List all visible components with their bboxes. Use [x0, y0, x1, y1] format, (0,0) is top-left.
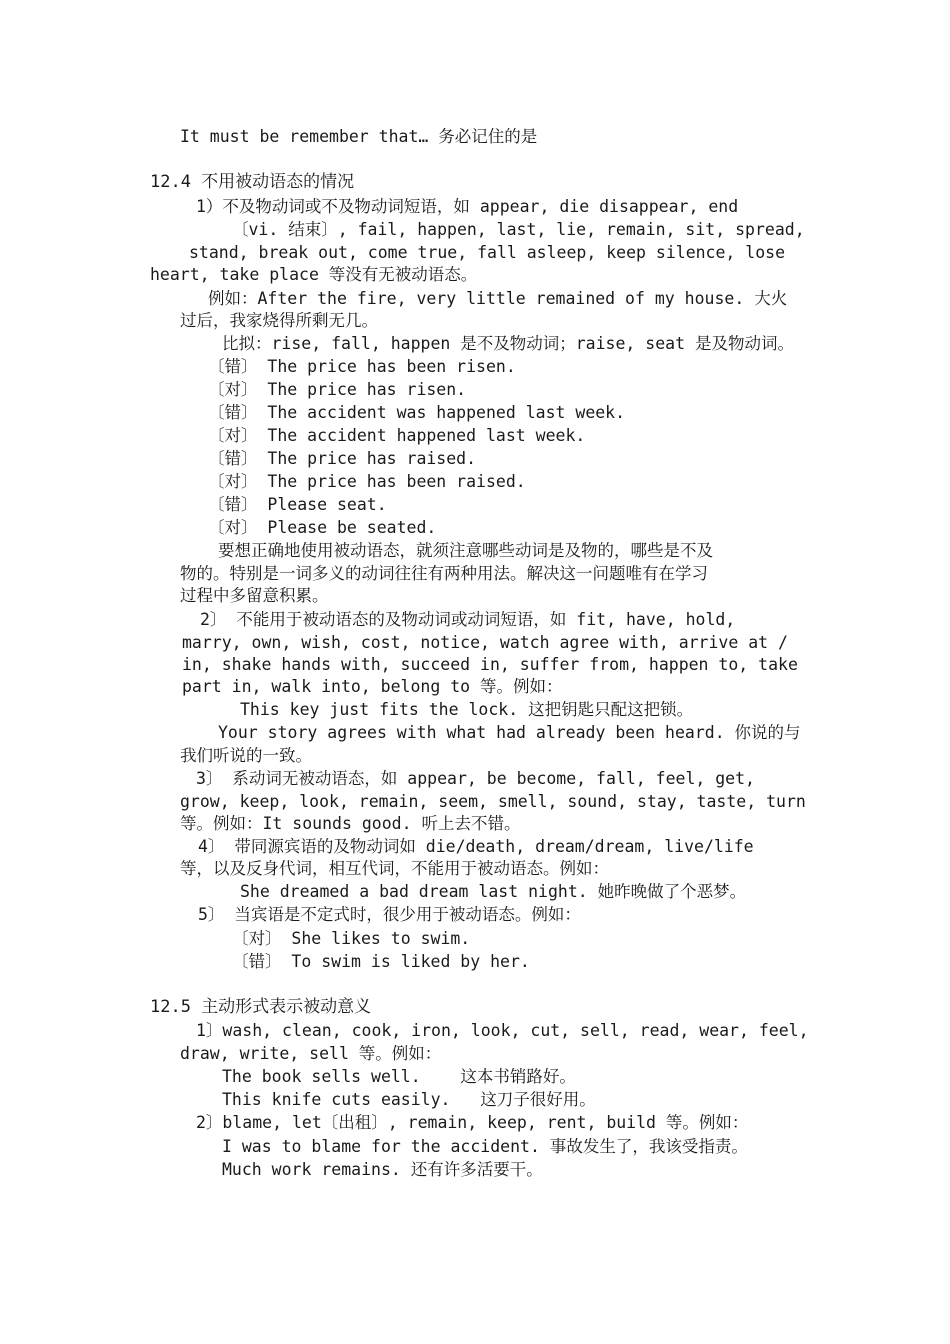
text-line: 例如：After the fire, very little remained of my house. 大火 [208, 289, 788, 308]
example-wrong: 〔错〕 To swim is liked by her. [232, 952, 530, 971]
text-line: 等。例如：It sounds good. 听上去不错。 [180, 814, 521, 833]
text-line: 1〕wash, clean, cook, iron, look, cut, sell, read, wear, feel, [196, 1021, 809, 1040]
example-right: 〔对〕 She likes to swim. [232, 929, 471, 948]
text-line: in, shake hands with, succeed in, suffer from, happen to, take [182, 655, 798, 674]
example-sentence: I was to blame for the accident. 事故发生了，我该受指责。 [222, 1137, 748, 1156]
text-line: 比拟：rise, fall, happen 是不及物动词；raise, seat 是及物动词。 [222, 334, 794, 353]
text-line: 过程中多留意积累。 [180, 586, 329, 605]
example-right: 〔对〕 Please be seated. [208, 518, 437, 537]
text-line: 5〕 当宾语是不定式时，很少用于被动语态。例如： [198, 905, 581, 924]
text-line: 2〕 不能用于被动语态的及物动词或动词短语，如 fit, have, hold, [200, 610, 736, 629]
example-wrong: 〔错〕 Please seat. [208, 495, 387, 514]
text-line: part in, walk into, belong to 等。例如： [182, 677, 563, 696]
text-line: 物的。特别是一词多义的动词往往有两种用法。解决这一问题唯有在学习 [180, 564, 708, 583]
text-line: 2〕blame, let〔出租〕, remain, keep, rent, build 等。例如： [196, 1113, 749, 1132]
text-line: heart, take place 等没有无被动语态。 [150, 265, 478, 284]
section-heading-12-4: 12.4 不用被动语态的情况 [150, 172, 355, 192]
example-right: 〔对〕 The accident happened last week. [208, 426, 586, 445]
text-line: draw, write, sell 等。例如： [180, 1044, 442, 1063]
text-line: 3〕 系动词无被动语态，如 appear, be become, fall, feel, get, [196, 769, 755, 788]
text-line: 4〕 带同源宾语的及物动词如 die/death, dream/dream, live/life [198, 837, 754, 856]
example-sentence: The book sells well. 这本书销路好。 [222, 1067, 576, 1086]
example-sentence: Your story agrees with what had already been heard. 你说的与 [218, 723, 801, 742]
text-line: marry, own, wish, cost, notice, watch agree with, arrive at / [182, 633, 788, 652]
example-sentence: This knife cuts easily. 这刀子很好用。 [222, 1090, 596, 1109]
example-wrong: 〔错〕 The price has been risen. [208, 357, 516, 376]
example-sentence: She dreamed a bad dream last night. 她昨晚做了个恶梦。 [240, 882, 747, 901]
section-heading-12-5: 12.5 主动形式表示被动意义 [150, 997, 372, 1017]
text-line: 我们听说的一致。 [180, 746, 312, 765]
text-line: 等，以及反身代词，相互代词，不能用于被动语态。例如： [180, 859, 609, 878]
text-line: 〔vi. 结束〕, fail, happen, last, lie, remain, sit, spread, [232, 220, 805, 239]
text-line: stand, break out, come true, fall asleep, keep silence, lose [189, 243, 786, 262]
text-line: grow, keep, look, remain, seem, smell, sound, stay, taste, turn [180, 792, 806, 811]
text-line-must-remember: It must be remember that… 务必记住的是 [180, 127, 538, 146]
text-line: 1）不及物动词或不及物动词短语，如 appear, die disappear, end [196, 197, 739, 216]
text-line: 过后，我家烧得所剩无几。 [180, 311, 378, 330]
example-right: 〔对〕 The price has risen. [208, 380, 467, 399]
text-line: 要想正确地使用被动语态，就须注意哪些动词是及物的，哪些是不及 [218, 541, 713, 560]
example-wrong: 〔错〕 The price has raised. [208, 449, 477, 468]
example-sentence: This key just fits the lock. 这把钥匙只配这把锁。 [240, 700, 694, 719]
example-right: 〔对〕 The price has been raised. [208, 472, 526, 491]
example-sentence: Much work remains. 还有许多活要干。 [222, 1160, 543, 1179]
example-wrong: 〔错〕 The accident was happened last week. [208, 403, 626, 422]
